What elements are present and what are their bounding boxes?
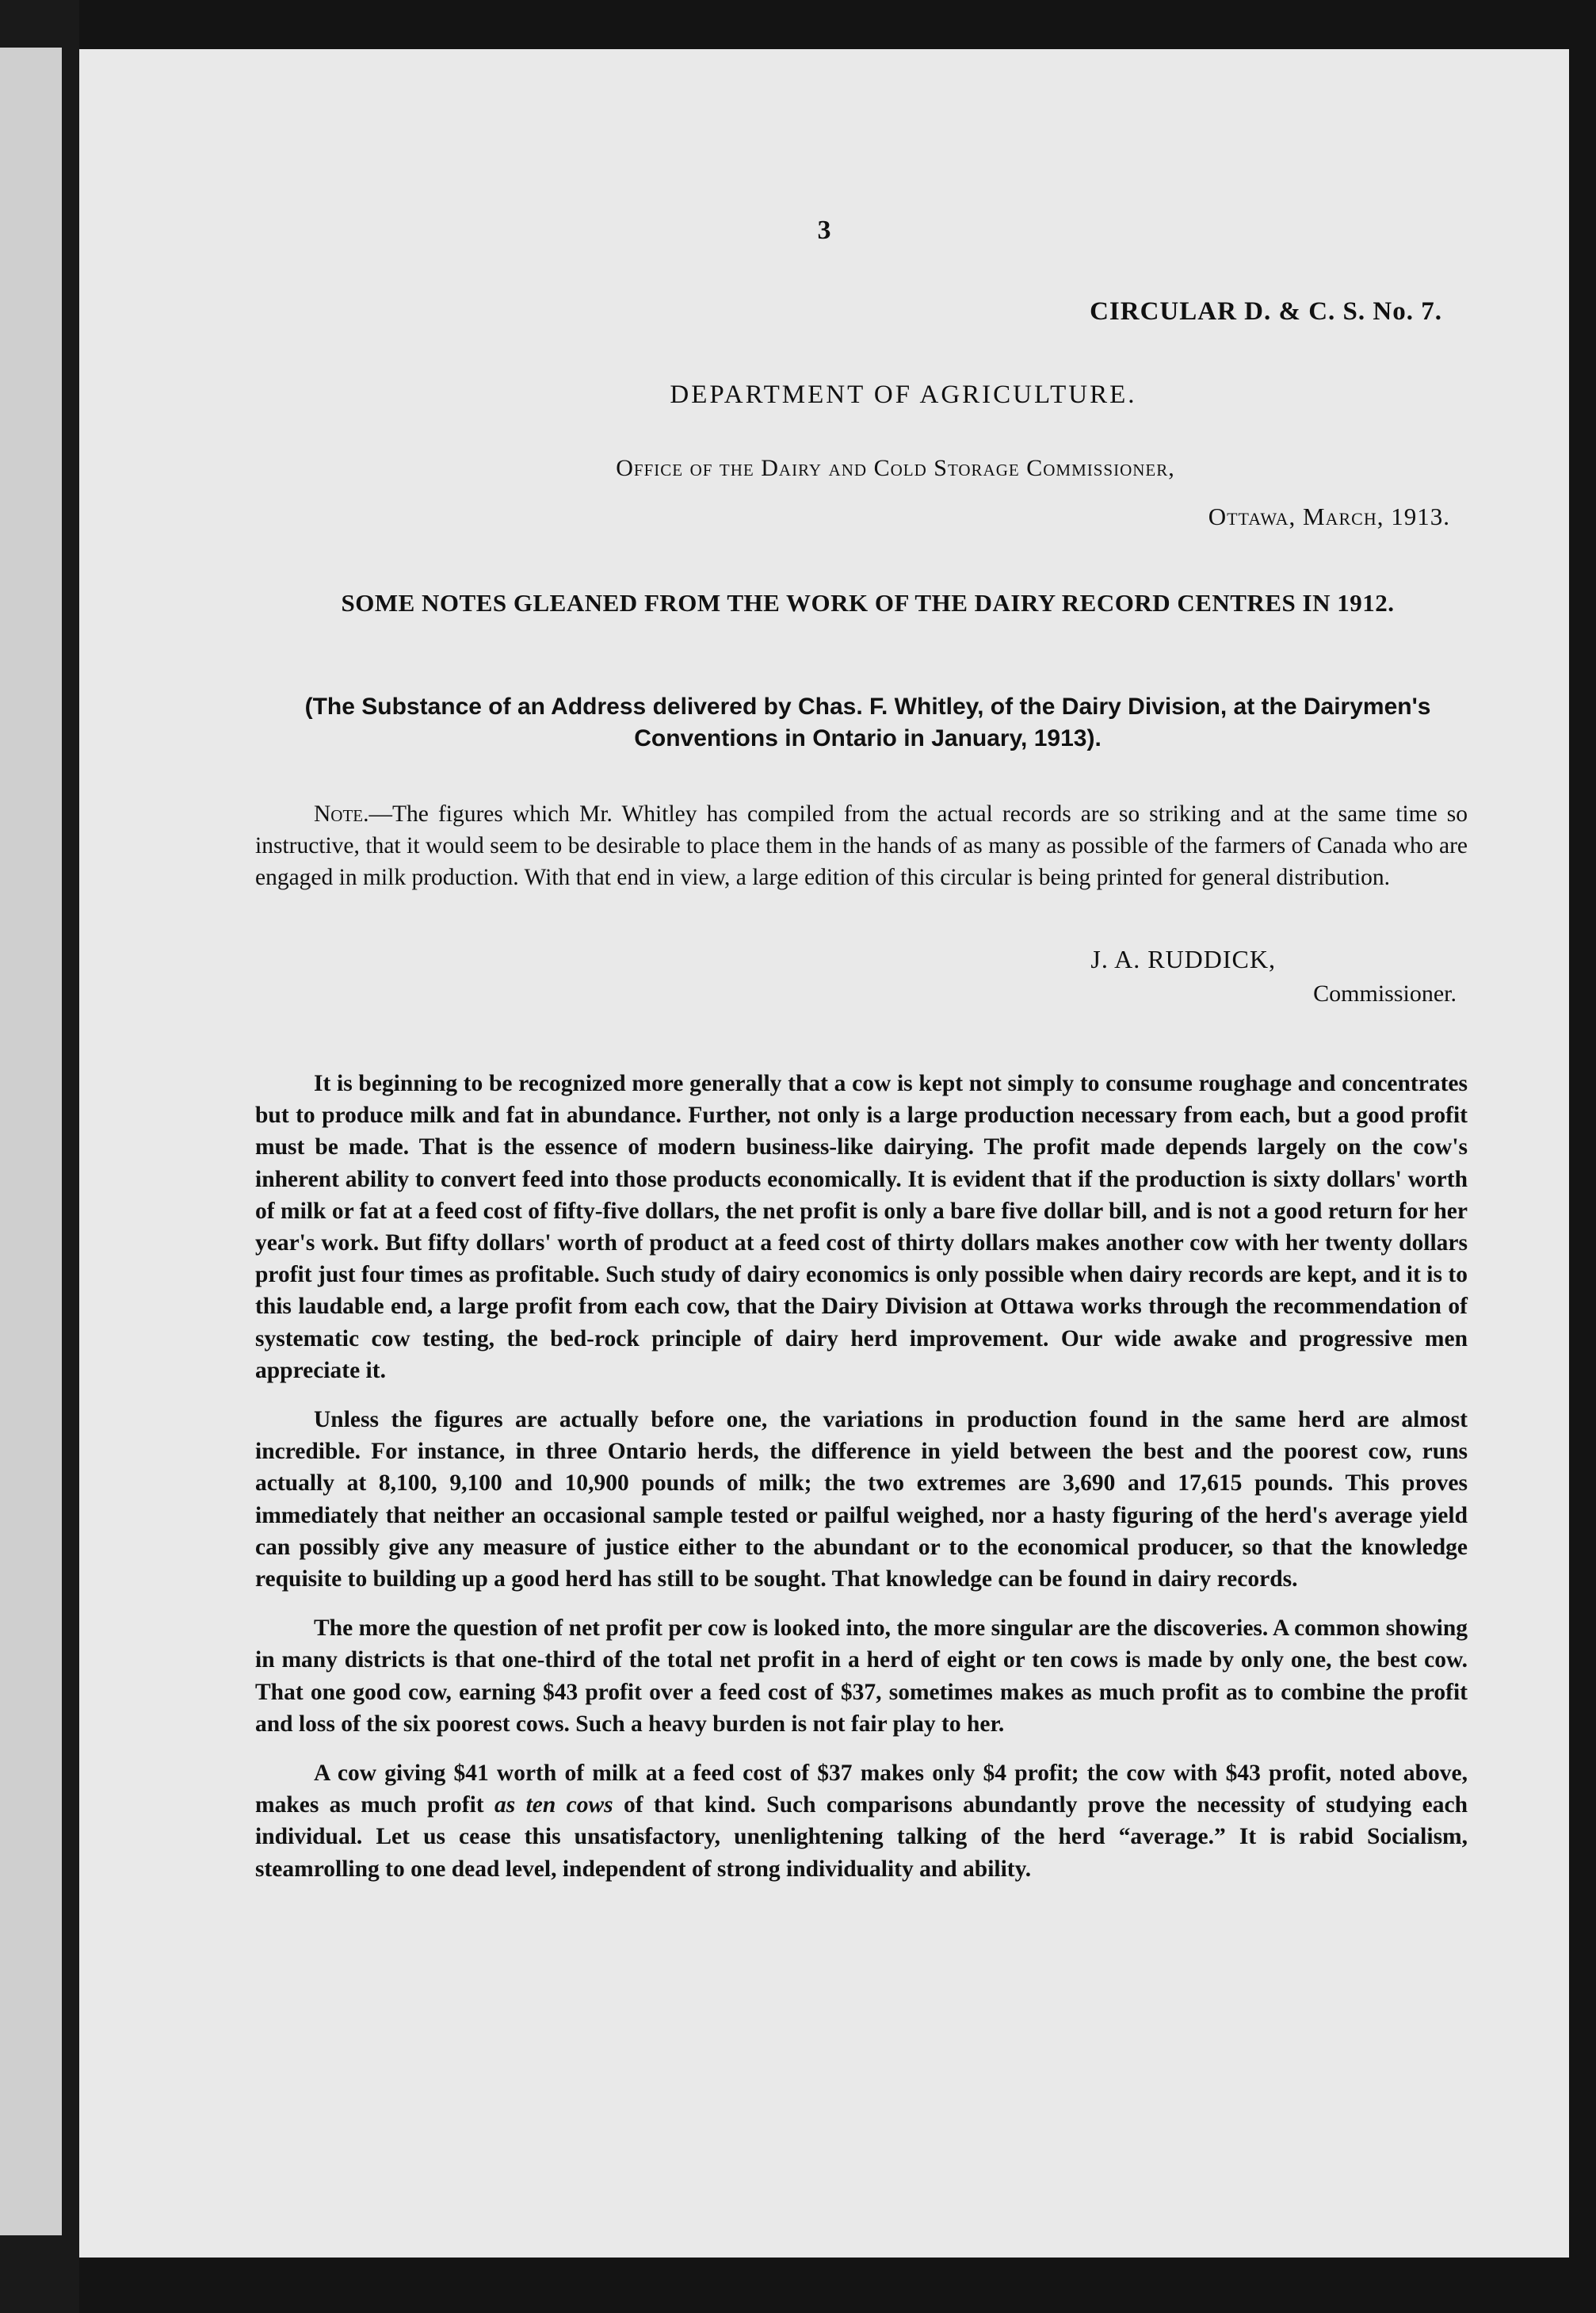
circular-number: CIRCULAR D. & C. S. No. 7. <box>1090 297 1442 326</box>
document-title: SOME NOTES GLEANED FROM THE WORK OF THE DAIRY RECORD CENTRES IN 1912. <box>341 589 1395 617</box>
note-label: Note. <box>314 801 369 827</box>
office-heading: Office of the Dairy and Cold Storage Commissioner, <box>616 455 1175 481</box>
paragraph: Unless the figures are actually before one, the variations in production found in the same herd are almost incredible. For instance, in three Ontario herds, the difference in yield between the best and the poorest cow, runs actually at 8,100, 9,100 and 10,900 pounds of milk; the two extremes are 3,690 and 17,615 pounds. This proves immediately that neither an occasional sample tested or pailful weighed, nor a hasty figuring of the herd's average yield can possibly give any measure of justice either to the abundant or to the economical producer, so that the knowledge requisite to building up a good herd has still to be sought. That knowledge can be found in dairy records. <box>255 1407 1468 1592</box>
editor-note <box>255 798 1468 893</box>
place-date: Ottawa, March, 1913. <box>1208 503 1450 530</box>
paragraph: It is beginning to be recognized more generally that a cow is kept not simply to consume roughage and concentrates but to produce milk and fat in abundance. Further, not only is a large production necessary from each, but a good profit must be made. That is the essence of modern business-like dairying. The profit made depends largely on the cow's inherent ability to convert feed into those products economically. It is evident that if the production is sixty dollars' worth of milk or fat at a feed cost of fifty-five dollars, the net profit is only a bare five dollar bill, and is not a good return for her year's work. But fifty dollars' worth of product at a feed cost of thirty dollars makes another cow with her twenty dollars profit just four times as profitable. Such study of dairy economics is only possible when dairy records are kept, and it is to this laudable end, a large profit from each cow, that the Dairy Division at Ottawa works through the recommendation of systematic cow testing, the bed-rock principle of dairy herd improvement. Our wide awake and progressive men appreciate it. <box>255 1071 1468 1383</box>
department-heading: DEPARTMENT OF AGRICULTURE. <box>670 380 1137 409</box>
paragraph-text: of that kind. Such comparisons abundantly prove the necessity of studying each individual. Let us cease this unsatisfactory, unenlightening talking of the herd “average.” It is rabid Socialism, steamrolling to one dead level, independent of strong individuality and ability. <box>255 1792 1468 1882</box>
document-subtitle: (The Substance of an Address delivered by Chas. F. Whitley, of the Dairy Division, at the Dairymen's Conventions in Ontario in January, 1913). <box>304 694 1431 751</box>
body-text <box>255 1068 1468 1902</box>
previous-page-edge <box>0 48 62 2235</box>
paragraph-text: A cow giving $41 worth of milk at a feed cost of $37 makes only $4 profit; the cow with $43 profit, noted above, makes as much profit <box>255 1761 1468 1818</box>
paragraph: The more the question of net profit per cow is looked into, the more singular are the discoveries. A common showing in many districts is that one-third of the total net profit in a herd of eight or ten cows is made by only one, the best cow. That one good cow, earning $43 profit over a feed cost of $37, sometimes makes as much profit as to combine the profit and loss of the six poorest cows. Such a heavy burden is not fair play to her. <box>255 1615 1468 1737</box>
note-text: —The figures which Mr. Whitley has compiled from the actual records are so striking and at the same time so instructive, that it would seem to be desirable to place them in the hands of as many as possible of the farmers of Canada who are engaged in milk production. With that end in view, a large edition of this circular is being printed for general distribution. <box>255 801 1468 890</box>
signature-role: Commissioner. <box>1313 981 1457 1007</box>
document-page <box>79 49 1569 2258</box>
page-number: 3 <box>817 216 831 245</box>
paragraph <box>255 1757 1468 1885</box>
signature-name: J. A. RUDDICK, <box>1090 945 1276 973</box>
paragraph-italic: as ten cows <box>494 1792 613 1818</box>
